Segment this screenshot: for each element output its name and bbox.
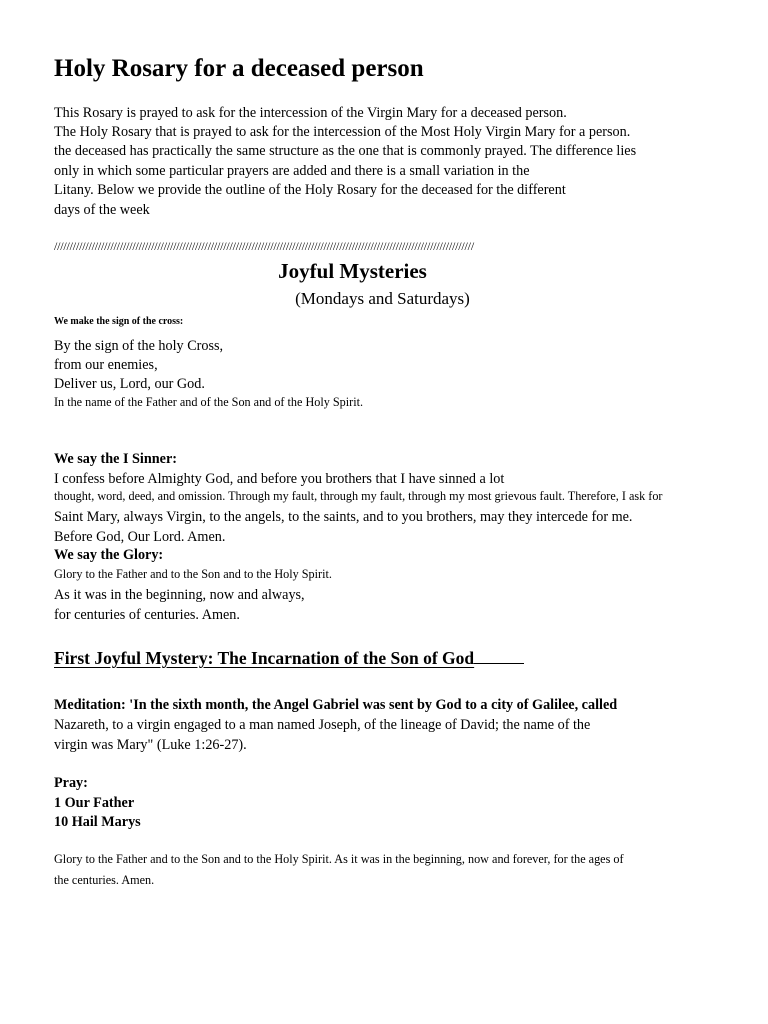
page-title: Holy Rosary for a deceased person <box>54 55 424 82</box>
intro-line: This Rosary is prayed to ask for the intercession of the Virgin Mary for a deceased person. <box>54 105 567 121</box>
intro-line: only in which some particular prayers are added and there is a small variation in the <box>54 163 530 179</box>
closing-line: the centuries. Amen. <box>54 873 155 887</box>
glory-heading: We say the Glory: <box>54 547 164 563</box>
meditation-line: virgin was Mary" (Luke 1:26-27). <box>54 737 247 753</box>
separator-line: ////////////////////////////////////////////////////////////////////////////////////////////////////////////////////////////////////// <box>54 240 474 252</box>
intro-line: days of the week <box>54 202 150 218</box>
sign-of-cross-line: from our enemies, <box>54 357 158 373</box>
closing-line: Glory to the Father and to the Son and to the Holy Spirit. As it was in the beginning, now and forever, for the ages of <box>54 852 624 866</box>
glory-small-line: Glory to the Father and to the Son and to the Holy Spirit. <box>54 567 332 581</box>
mysteries-subtitle: (Mondays and Saturdays) <box>295 289 470 308</box>
i-sinner-line: Before God, Our Lord. Amen. <box>54 529 226 545</box>
i-sinner-heading: We say the I Sinner: <box>54 451 177 467</box>
heading-underline-extension <box>474 647 524 664</box>
meditation-line: Meditation: 'In the sixth month, the Angel Gabriel was sent by God to a city of Galilee, called <box>54 697 618 713</box>
mysteries-title: Joyful Mysteries <box>278 259 427 283</box>
i-sinner-line: Saint Mary, always Virgin, to the angels, to the saints, and to you brothers, may they intercede for me. <box>54 509 633 525</box>
pray-label: Pray: <box>54 775 88 791</box>
i-sinner-line: thought, word, deed, and omission. Through my fault, through my fault, through my most grievous fault. Therefore, I ask for <box>54 489 663 503</box>
i-sinner-line: I confess before Almighty God, and before you brothers that I have sinned a lot <box>54 471 505 487</box>
sign-of-cross-line: Deliver us, Lord, our God. <box>54 376 205 392</box>
intro-line: The Holy Rosary that is prayed to ask for the intercession of the Most Holy Virgin Mary for a person. <box>54 124 631 140</box>
pray-item: 10 Hail Marys <box>54 814 141 830</box>
meditation-line: Nazareth, to a virgin engaged to a man named Joseph, of the lineage of David; the name of the <box>54 717 591 733</box>
sign-of-cross-line: By the sign of the holy Cross, <box>54 338 224 354</box>
intro-line: the deceased has practically the same structure as the one that is commonly prayed. The difference lies <box>54 143 637 159</box>
glory-line: As it was in the beginning, now and always, <box>54 587 305 603</box>
first-mystery-heading-text: First Joyful Mystery: The Incarnation of the Son of God <box>54 648 475 668</box>
intro-line: Litany. Below we provide the outline of the Holy Rosary for the deceased for the different <box>54 182 566 198</box>
sign-of-cross-small-line: In the name of the Father and of the Son and of the Holy Spirit. <box>54 395 364 409</box>
first-mystery-heading <box>54 647 524 668</box>
pray-item: 1 Our Father <box>54 795 135 811</box>
sign-of-cross-heading: We make the sign of the cross: <box>54 316 184 327</box>
glory-line: for centuries of centuries. Amen. <box>54 607 240 623</box>
